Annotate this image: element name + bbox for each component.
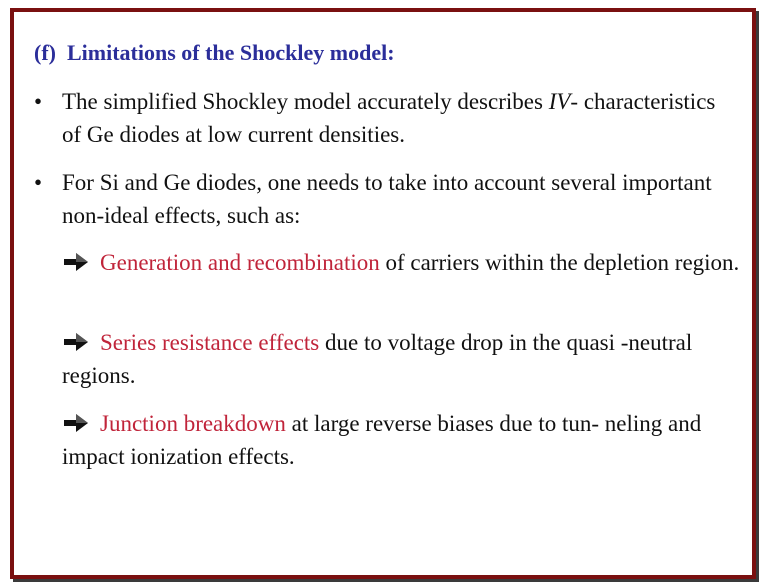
bullet-item-1 xyxy=(34,85,734,151)
subitem-generation-recombination xyxy=(62,246,742,279)
bullet-text xyxy=(62,85,734,151)
section-heading: (f) Limitations of the Shockley model: xyxy=(34,40,395,65)
subitem-text: of carriers within the depletion region. xyxy=(379,250,740,275)
bullet-text-part: The simplified Shockley model accurately describes xyxy=(62,89,549,114)
right-arrow-icon xyxy=(62,412,90,434)
bullet-marker: • xyxy=(34,89,43,114)
subitem-highlight: Generation and recombination xyxy=(100,250,380,275)
right-arrow-icon xyxy=(62,251,90,273)
bullet-marker: • xyxy=(34,170,43,195)
bullet-text-part: - characteristics of Ge diodes at low current densities. xyxy=(62,89,716,147)
subitem-text: at large reverse biases due to tun- neling and impact ionization effects. xyxy=(62,411,702,469)
bullet-italic-term: IV xyxy=(548,89,571,114)
bullet-text: For Si and Ge diodes, one needs to take into account several important non-ideal effects, such as: xyxy=(62,170,712,228)
right-arrow-icon xyxy=(62,331,90,353)
slide-frame xyxy=(10,8,756,579)
subitem-highlight: Junction breakdown xyxy=(100,411,286,436)
bullet-item-2 xyxy=(34,166,734,232)
subitem-series-resistance xyxy=(62,326,742,392)
subitem-text: due to voltage drop in the quasi -neutral regions. xyxy=(62,330,693,388)
subitem-junction-breakdown xyxy=(62,407,742,473)
subitem-highlight: Series resistance effects xyxy=(100,330,320,355)
